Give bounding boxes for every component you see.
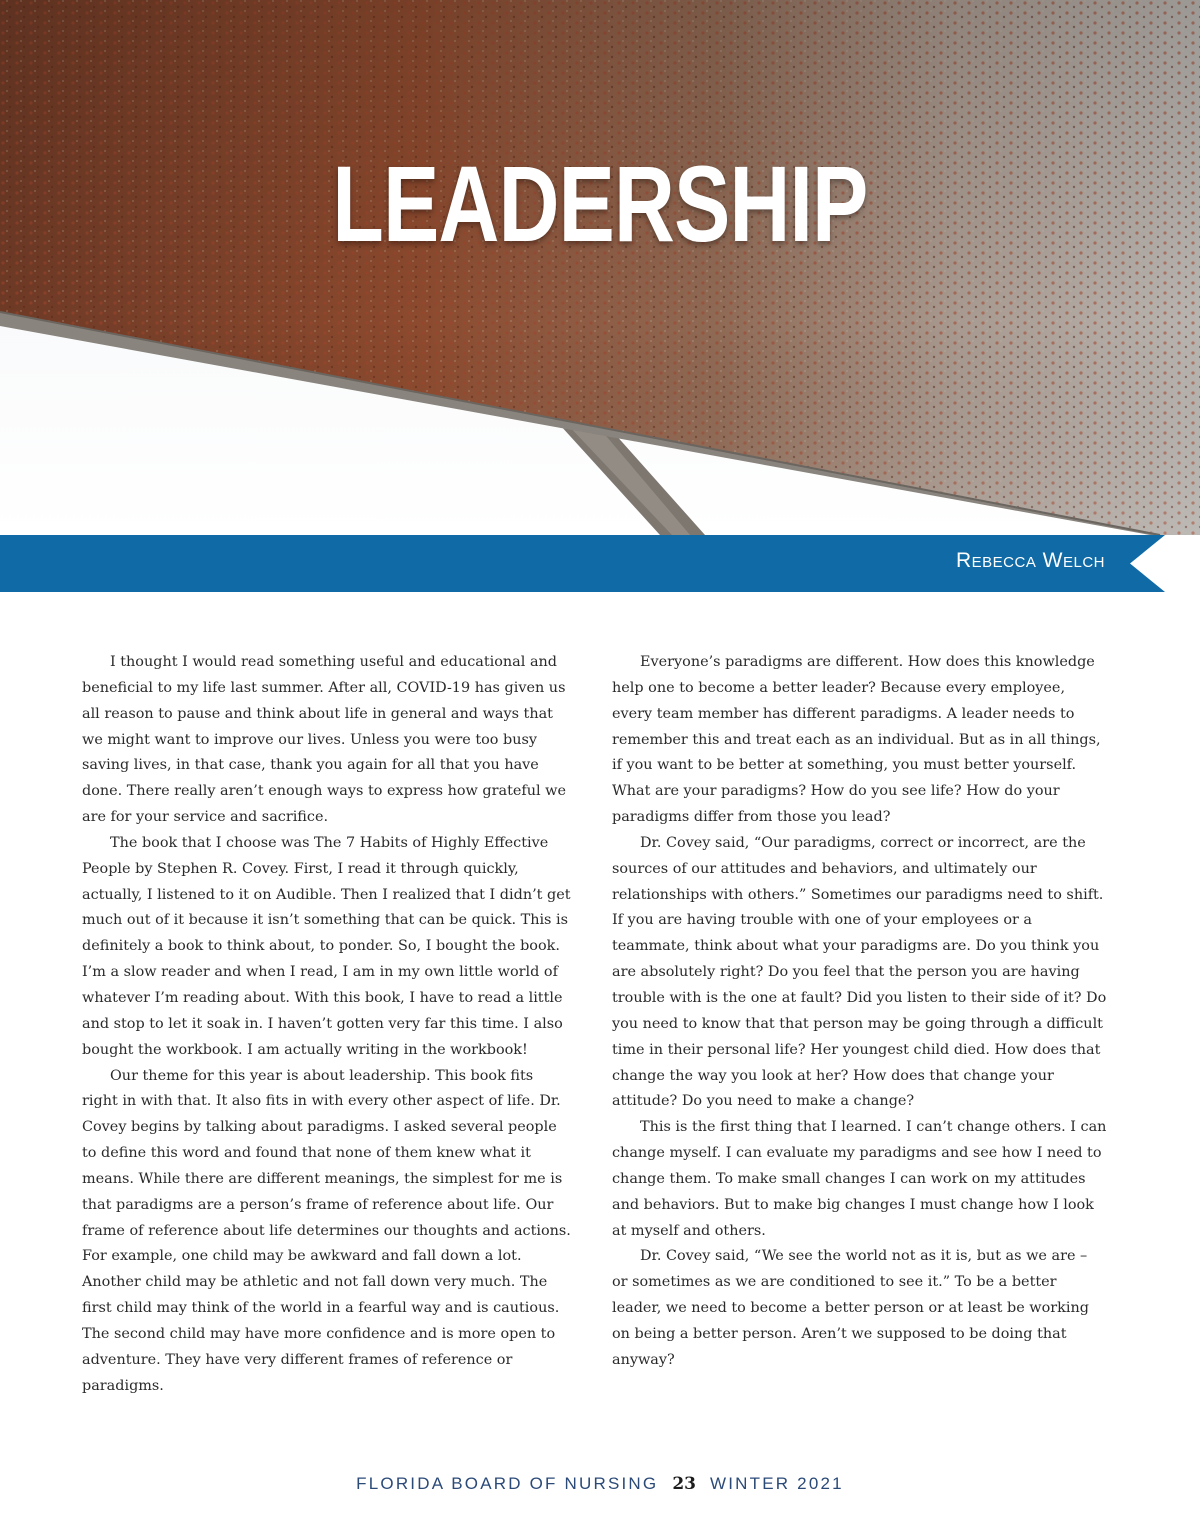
author-name: Rebecca Welch <box>955 549 1105 572</box>
rusty-saw-illustration <box>0 0 1200 535</box>
article-column-left <box>82 650 572 1399</box>
page-number: 23 <box>672 1474 697 1494</box>
paragraph: This is the first thing that I learned. I can’t change others. I can change myself. I can evaluate my paradigms and see how I need to change them. To make small changes I can work on my attitudes and behaviors. But to make big changes I must change how I look at myself and others. <box>612 1119 1107 1239</box>
paragraph: Our theme for this year is about leadership. This book fits right in with that. It also fits in with every other aspect of life. Dr. Covey begins by talking about paradigms. I asked several people to define this word and found that none of them knew what it means. While there are different meanings, the simplest for me is that paradigms are a person’s frame of reference about life. Our frame of reference about life determines our thoughts and actions. For example, one child may be awkward and fall down a lot. Another child may be athletic and not fall down very much. The first child may think of the world in a fearful way and is cautious. The second child may have more confidence and is more open to adventure. They have very different frames of reference or paradigms. <box>82 1067 571 1394</box>
paragraph: Dr. Covey said, “Our paradigms, correct or incorrect, are the sources of our attitudes and behaviors, and ultimately our relationships with others.” Sometimes our paradigms need to shift. If you are having trouble with one of your employees or a teammate, think about what your paradigms are. Do you think you are absolutely right? Do you feel that the person you are having trouble with is the one at fault? Did you listen to their side of it? Do you need to know that that person may be going through a difficult time in their personal life? Her youngest child died. How does that change the way you look at her? How does that change your attitude? Do you need to make a change? <box>612 834 1107 1110</box>
issue-label: WINTER 2021 <box>710 1474 844 1493</box>
paragraph: I thought I would read something useful and educational and beneficial to my life last summer. After all, COVID-19 has given us all reason to pause and think about life in general and ways that we might want to improve our lives. Unless you were too busy saving lives, in that case, thank you again for all that you have done. There really aren’t enough ways to express how grateful we are for your service and sacrifice. <box>82 654 566 826</box>
hero-image <box>0 0 1200 535</box>
article-title: LEADERSHIP <box>332 143 868 264</box>
author-banner <box>0 535 1200 592</box>
article-column-right <box>612 650 1107 1374</box>
paragraph: The book that I choose was The 7 Habits of Highly Effective People by Stephen R. Covey. First, I read it through quickly, actually, I listened to it on Audible. Then I realized that I didn’t get much out of it because it isn’t something that can be quick. This is definitely a book to think about, to ponder. So, I bought the book. I’m a slow reader and when I read, I am in my own little world of whatever I’m reading about. With this book, I have to read a little and stop to let it soak in. I haven’t gotten very far this time. I also bought the workbook. I am actually writing in the workbook! <box>82 834 571 1058</box>
publication-name: FLORIDA BOARD OF NURSING <box>356 1474 659 1493</box>
page-footer <box>0 1474 1200 1494</box>
paragraph: Dr. Covey said, “We see the world not as it is, but as we are – or sometimes as we are conditioned to see it.” To be a better leader, we need to become a better person or at least be working on being a better person. Aren’t we supposed to be doing that anyway? <box>612 1248 1089 1368</box>
paragraph: Everyone’s paradigms are different. How does this knowledge help one to become a better leader? Because every employee, every team member has different paradigms. A leader needs to remember this and treat each as an individual. But as in all things, if you want to be better at something, you must better yourself. What are your paradigms? How do you see life? How do your paradigms differ from those you lead? <box>612 654 1101 826</box>
